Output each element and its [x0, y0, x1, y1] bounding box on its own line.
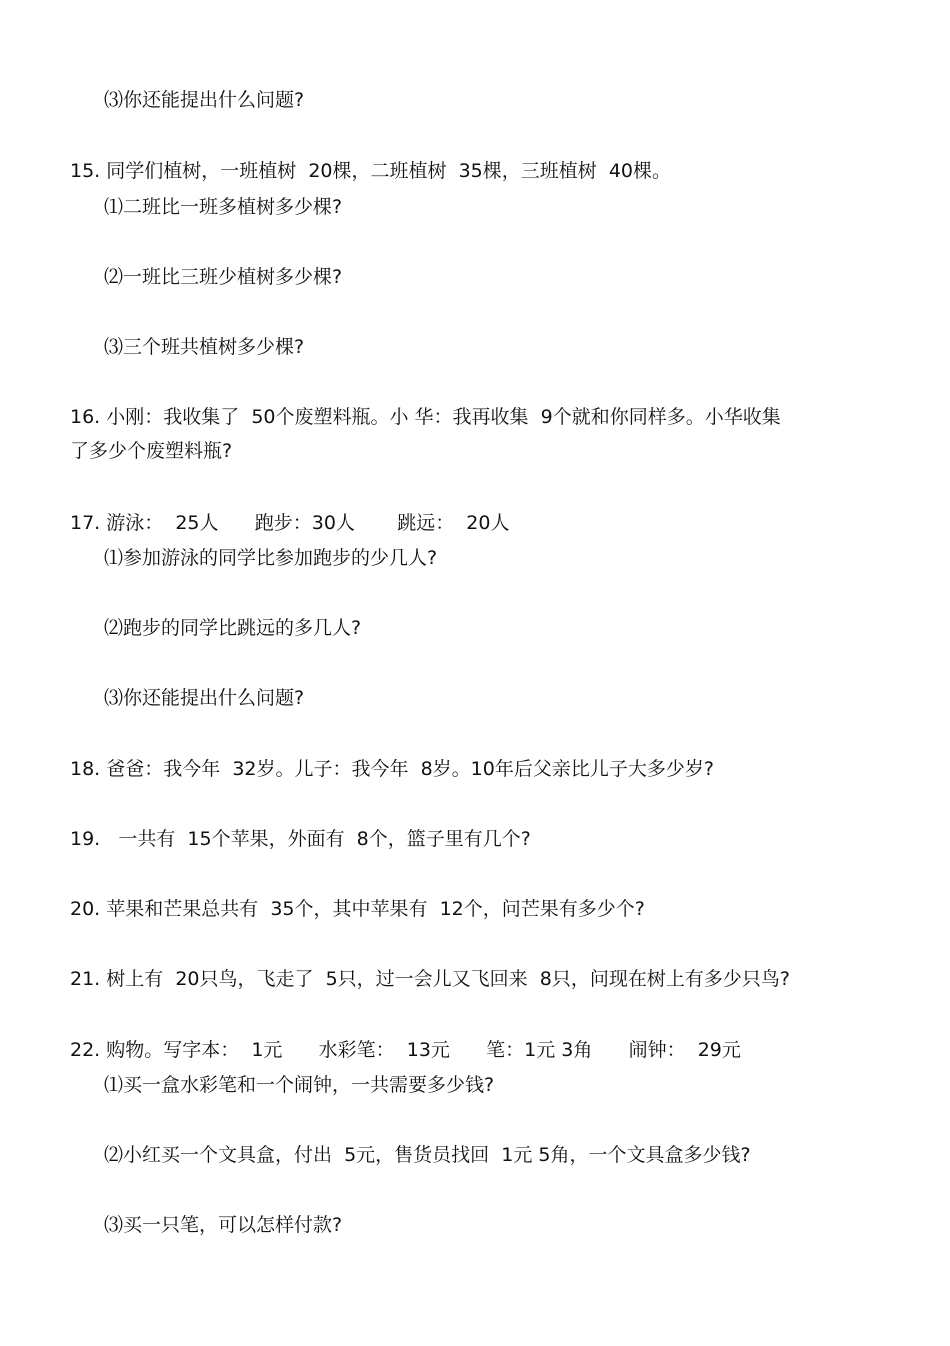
- q15-sub2: ⑵一班比三班少植树多少棵?: [104, 266, 343, 288]
- q15-question: 15. 同学们植树，一班植树 20棵，二班植树 35棵，三班植树 40棵。: [70, 160, 672, 182]
- q22-sub2: ⑵小红买一个文具盒，付出 5元，售货员找回 1元 5角，一个文具盒多少钱?: [104, 1144, 751, 1166]
- q18-question: 18. 爸爸：我今年 32岁。儿子：我今年 8岁。10年后父亲比儿子大多少岁?: [70, 758, 714, 780]
- q17-sub2: ⑵跑步的同学比跳远的多几人?: [104, 617, 362, 639]
- q21-question: 21. 树上有 20只鸟，飞走了 5只，过一会儿又飞回来 8只，问现在树上有多少只鸟?: [70, 968, 790, 990]
- q17-sub1: ⑴参加游泳的同学比参加跑步的少几人?: [104, 547, 438, 569]
- q16-question: 16. 小刚：我收集了 50个废塑料瓶。小 华：我再收集 9个就和你同样多。小华收集: [70, 406, 781, 428]
- q22-sub3: ⑶买一只笔，可以怎样付款?: [104, 1214, 343, 1236]
- q14-sub3: ⑶你还能提出什么问题?: [104, 89, 305, 111]
- q17-sub3: ⑶你还能提出什么问题?: [104, 687, 305, 709]
- q22-sub1: ⑴买一盒水彩笔和一个闹钟，一共需要多少钱?: [104, 1074, 495, 1096]
- q22-question: 22. 购物。写字本： 1元 水彩笔： 13元 笔：1元 3角 闹钟： 29元: [70, 1039, 741, 1061]
- q16-question-cont: 了多少个废塑料瓶?: [70, 440, 233, 462]
- q15-sub1: ⑴二班比一班多植树多少棵?: [104, 196, 343, 218]
- q19-question: 19. 一共有 15个苹果，外面有 8个，篮子里有几个?: [70, 828, 531, 850]
- q20-question: 20. 苹果和芒果总共有 35个，其中苹果有 12个，问芒果有多少个?: [70, 898, 645, 920]
- q15-sub3: ⑶三个班共植树多少棵?: [104, 336, 305, 358]
- q17-question: 17. 游泳： 25人 跑步：30人 跳远： 20人: [70, 512, 510, 534]
